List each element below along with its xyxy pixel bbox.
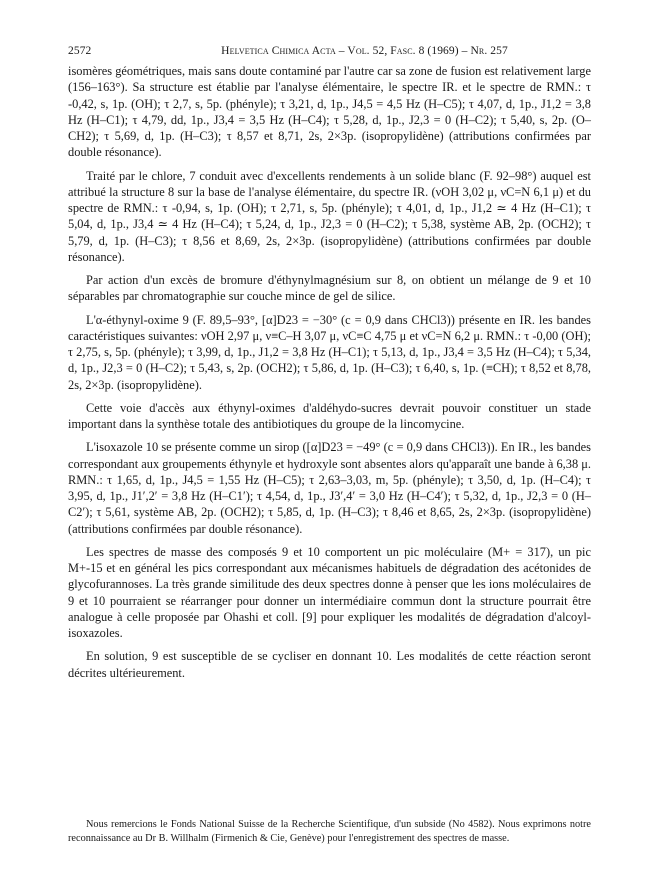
article-body [68,63,591,681]
paragraph-7: Les spectres de masse des composés 9 et 10 comportent un pic moléculaire (M+ = 317), un pic M+-15 et en général les pics correspondant aux mécanismes habituels de dégradation des acétonides de glycofurannoses. La très grande similitude des deux spectres donne à penser que les ions moléculaires de 9 et 10 pourraient se réarranger pour donner un intermédiaire commun dont la structure pourrait être analogue à celle proposée par Ohashi et coll. [9] pour expliquer les modalités de dégradation d'alcoyl-isoxazoles. [68,544,591,640]
paragraph-8: En solution, 9 est susceptible de se cycliser en donnant 10. Les modalités de cette réaction seront décrites ultérieurement. [68,649,591,680]
paragraph-6: L'isoxazole 10 se présente comme un sirop ([α]D23 = −49° (c = 0,9 dans CHCl3)). En IR., les bandes correspondant aux groupements éthynyle et hydroxyle sont absentes alors qu'apparaît une bande à 6,38 μ. RMN.: τ 1,65, d, 1p., J4,5 = 1,55 Hz (H–C5); τ 2,63–3,03, m, 5p. (phényle); τ 3,50, d, 1p. (H–C4); τ 3,95, d, 1p., J1′,2′ = 3,8 Hz (H–C1′); τ 4,54, d, 1p., J3′,4′ = 3,0 Hz (H–C4′); τ 5,32, d, 1p., J2,3 = 0 (H–C2′); τ 5,61, système AB, 2p. (OCH2); τ 5,85, d, 1p. (H–C3); τ 8,46 et 8,65, 2s, 2×3p. (isopropylidène) (attributions confirmées par double résonance). [68,440,591,536]
page-number: 2572 [68,45,92,57]
running-head: Helvetica Chimica Acta – Vol. 52, Fasc. 8 (1969) – Nr. 257 [221,45,508,57]
paragraph-4: L'α-éthynyl-oxime 9 (F. 89,5–93°, [α]D23 = −30° (c = 0,9 dans CHCl3)) présente en IR. les bandes caractéristiques suivantes: νOH 2,97 μ, ν≡C–H 3,07 μ, νC≡C 4,75 μ et νC=N 6,2 μ. RMN.: τ -0,00 (OH); τ 2,75, s, 5p. (phényle); τ 3,99, d, 1p., J1,2 = 3,8 Hz (H–C1); τ 5,13, d, 1p., J3,4 = 3,5 Hz (H–C4); τ 5,34, d, 1p., J2,3 = 0 (H–C2); τ 5,43, s, 2p. (OCH2); τ 5,86, d, 1p. (H–C3); τ 6,40, s, 1p. (≡CH); τ 8,52 et 8,78, 2s, 2×3p. (isopropylidène). [68,312,591,392]
paragraph-2: Traité par le chlore, 7 conduit avec d'excellents rendements à un solide blanc (F. 92–98°) auquel est attribué la structure 8 sur la base de l'analyse élémentaire, du spectre IR. (νOH 3,02 μ, νC=N 6,1 μ) et du spectre de RMN.: τ -0,94, s, 1p. (OH); τ 2,71, s, 5p. (phényle); τ 4,01, d, 1p., J1,2 ≃ 4 Hz (H–C1); τ 5,04, d, 1p., J3,4 ≃ 4 Hz (H–C4); τ 5,24, d, 1p., J2,3 = 0 (H–C2); τ 5,38, système AB, 2p. (OCH2); τ 5,79, d, 1p. (H–C3); τ 8,56 et 8,69, 2s, 2×3p. (isopropylidène) (attributions confirmées par double résonance). [68,168,591,264]
paragraph-5: Cette voie d'accès aux éthynyl-oximes d'aldéhydo-sucres devrait pouvoir constituer un stade important dans la synthèse totale des antibiotiques du groupe de la lincomycine. [68,400,591,431]
paragraph-3: Par action d'un excès de bromure d'éthynylmagnésium sur 8, on obtient un mélange de 9 et 10 séparables par chromatographie sur couche mince de gel de silice. [68,273,591,304]
acknowledgement: Nous remercions le Fonds National Suisse de la Recherche Scientifique, d'un subside (No 4582). Nous exprimons notre reconnaissance au Dr B. Willhalm (Firmenich & Cie, Genève) pour l'enregistrement des spectres de masse. [68,819,591,845]
page-header [68,45,591,57]
paragraph-1: isomères géométriques, mais sans doute contaminé par l'autre car sa zone de fusion est relativement large (156–163°). Sa structure est établie par l'analyse élémentaire, le spectre IR. et le spectre de RMN.: τ -0,42, s, 1p. (OH); τ 2,7, s, 5p. (phényle); τ 3,21, d, 1p., J4,5 = 4,5 Hz (H–C5); τ 4,07, d, 1p., J1,2 = 3,8 Hz (H–C1); τ 4,79, dd, 1p., J3,4 = 3,5 Hz (H–C4); τ 5,28, d, 1p., J2,3 = 0 (H–C2); τ 5,40, s, 2p. (O–CH2); τ 5,69, d, 1p. (H–C3); τ 8,57 et 8,71, 2s, 2×3p. (isopropylidène) (attributions confirmées par double résonance). [68,64,591,160]
